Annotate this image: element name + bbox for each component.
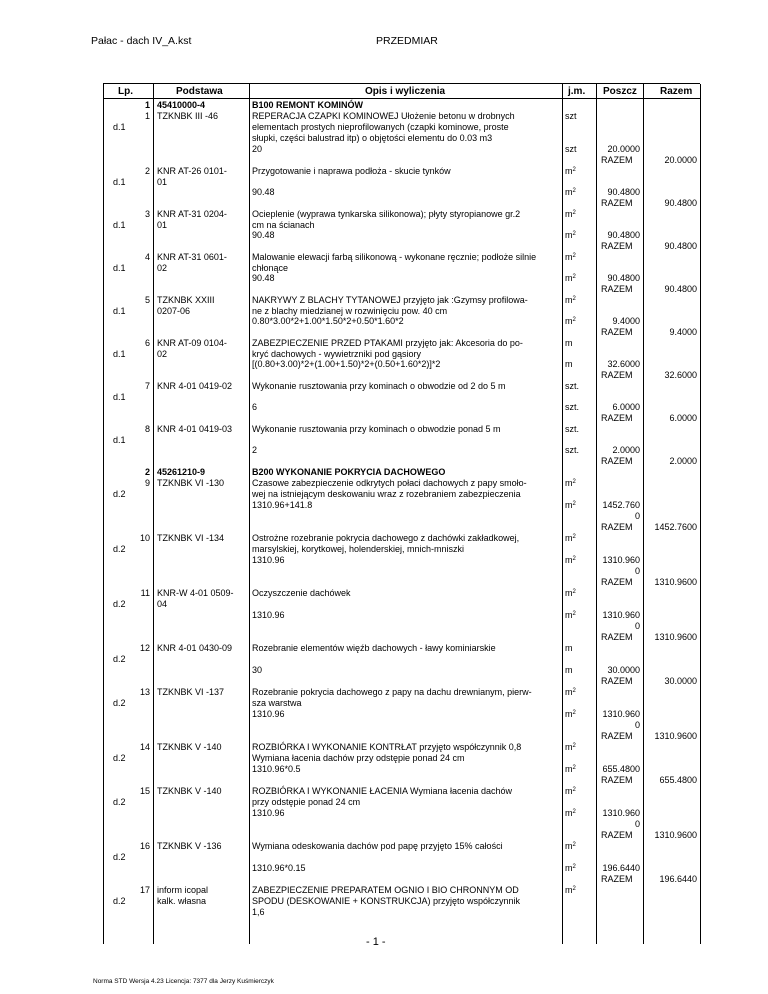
item-podstawa: TZKNBK XXIII [157,295,215,305]
item-calculation: 90.48 [252,187,275,197]
item-lp-sub: d.2 [113,489,126,499]
item-podstawa: inform icopal [157,885,209,895]
item-podstawa: KNR 4-01 0430-09 [157,643,233,653]
item-calc-unit: m [565,359,573,369]
unit-exponent: 2 [572,688,576,694]
item-podstawa: 01 [157,220,168,230]
item-lp-sub: d.2 [113,797,126,807]
item-lp: 1 [144,111,150,121]
unit-exponent: 2 [572,710,576,716]
unit-exponent: 2 [572,274,576,280]
item-lp: 17 [139,885,150,895]
item-lp: 11 [140,588,150,598]
item-description: NAKRYWY Z BLACHY TYTANOWEJ przyjęto jak :Gzymsy profilowa- [252,295,528,305]
item-poszcz: 2.0000 [612,445,640,455]
border-right [700,84,701,944]
item-calculation: 90.48 [252,230,275,240]
item-podstawa: 0207-06 [157,306,191,316]
item-poszcz: 0 [634,720,640,730]
item-razem: 1310.9600 [654,632,697,642]
item-razem-label: RAZEM [601,198,633,208]
item-podstawa: TZKNBK V -140 [157,742,222,752]
item-calc-unit: szt. [565,445,580,455]
item-poszcz: 90.4800 [607,273,640,283]
unit-exponent: 2 [572,765,576,771]
item-calculation: 1310.96 [252,610,285,620]
item-calculation: 1310.96 [252,555,285,565]
item-calculation: 20 [252,144,263,154]
item-poszcz: 1310.960 [602,555,640,565]
item-poszcz: 90.4800 [607,230,640,240]
item-razem: 1310.9600 [654,830,697,840]
col-divider-lp [153,84,154,944]
unit-exponent: 2 [572,556,576,562]
item-lp-sub: d.2 [113,698,126,708]
item-razem: 6.0000 [669,413,697,423]
col-header-lp: Lp. [118,86,133,97]
item-lp-sub: d.1 [113,306,126,316]
section-title: B200 WYKONANIE POKRYCIA DACHOWEGO [252,467,446,477]
item-description: ROZBIÓRKA I WYKONANIE ŁACENIA Wymiana łacenia dachów [252,786,513,796]
item-calculation: 1310.96 [252,709,285,719]
unit-exponent: 2 [572,253,576,259]
item-podstawa: KNR AT-09 0104- [157,338,227,348]
item-description: Ocieplenie (wyprawa tynkarska silikonowa); płyty styropianowe gr.2 [252,209,521,219]
item-razem-label: RAZEM [601,327,633,337]
item-calculation: 2 [252,445,258,455]
item-unit: m [565,643,573,653]
item-unit: $m^2$ [565,478,576,488]
unit-exponent: 2 [572,210,576,216]
item-calc-unit: $m^2$ [565,808,576,818]
item-calc-unit: szt. [565,402,580,412]
item-unit: m [565,338,573,348]
item-razem: 20.0000 [664,155,697,165]
col-header-jm: j.m. [568,86,586,97]
section-number: 2 [144,467,150,477]
section-title: B100 REMONT KOMINÓW [252,100,364,110]
item-lp-sub: d.1 [113,220,126,230]
unit-exponent: 2 [572,296,576,302]
item-calculation: 1310.96+141.8 [252,500,313,510]
item-razem-label: RAZEM [601,241,633,251]
item-lp: 15 [139,786,150,796]
item-podstawa: 02 [157,349,168,359]
unit-exponent: 2 [572,787,576,793]
item-razem: 1310.9600 [654,731,697,741]
item-poszcz: 1310.960 [602,610,640,620]
item-poszcz: 0 [634,566,640,576]
item-lp-sub: d.1 [113,122,126,132]
item-lp: 13 [139,687,150,697]
unit-exponent: 2 [572,589,576,595]
item-unit: $m^2$ [565,295,576,305]
item-lp-sub: d.2 [113,753,126,763]
unit-exponent: 2 [572,167,576,173]
item-lp-sub: d.1 [113,177,126,187]
item-poszcz: 90.4800 [607,187,640,197]
item-calculation: 6 [252,402,258,412]
item-razem-label: RAZEM [601,775,633,785]
item-calc-unit: $m^2$ [565,709,576,719]
unit-exponent: 2 [572,611,576,617]
item-calc-unit: $m^2$ [565,273,576,283]
item-description: Wymiana odeskowania dachów pod papę przyjęto 15% całości [252,841,503,851]
item-calc-unit: $m^2$ [565,610,576,620]
item-podstawa: TZKNBK VI -130 [157,478,225,488]
item-razem-label: RAZEM [601,522,633,532]
unit-exponent: 2 [572,188,576,194]
col-header-poszcz: Poszcz [603,86,637,97]
item-unit: $m^2$ [565,841,576,851]
item-calculation: [(0.80+3.00)*2+(1.00+1.50)*2+(0.50+1.60*2)]*2 [252,359,441,369]
item-description: przy odstępie ponad 24 cm [252,797,361,807]
item-lp: 12 [139,643,150,653]
item-calculation: 1310.96 [252,808,285,818]
item-razem: 2.0000 [669,456,697,466]
item-unit: $m^2$ [565,166,576,176]
item-lp: 10 [139,533,150,543]
item-podstawa: TZKNBK V -140 [157,786,222,796]
section-code: 45410000-4 [157,100,206,110]
item-razem: 90.4800 [664,198,697,208]
item-razem: 30.0000 [664,676,697,686]
col-header-opis: Opis i wyliczenia [365,86,446,97]
item-podstawa: KNR AT-26 0101- [157,166,227,176]
item-description: Oczyszczenie dachówek [252,588,351,598]
item-razem-label: RAZEM [601,155,633,165]
item-podstawa: TZKNBK VI -134 [157,533,225,543]
item-description: Wykonanie rusztowania przy kominach o obwodzie od 2 do 5 m [252,381,506,391]
item-unit: $m^2$ [565,588,576,598]
item-calc-unit: $m^2$ [565,500,576,510]
item-description: marsylskiej, korytkowej, holenderskiej, mnich-mniszki [252,544,465,554]
item-unit: $m^2$ [565,786,576,796]
file-name: Pałac - dach IV_A.kst [91,35,192,47]
item-lp-sub: d.2 [113,654,126,664]
item-lp: 6 [144,338,150,348]
col-divider-podstawa [249,84,250,944]
item-description: kryć dachowych - wywietrzniki pod gąsiory [252,349,422,359]
item-description: Ostrożne rozebranie pokrycia dachowego z dachówki zakładkowej, [252,533,520,543]
item-description: ZABEZPIECZENIE PREPARATEM OGNIO I BIO CHRONNYM OD [252,885,519,895]
item-lp: 2 [144,166,150,176]
section-code: 45261210-9 [157,467,206,477]
item-podstawa: TZKNBK III -46 [157,111,219,121]
item-description: SPODU (DESKOWANIE + KONSTRUKCJA) przyjęto współczynnik [252,896,520,906]
item-poszcz: 0 [634,511,640,521]
item-unit: szt. [565,381,580,391]
item-razem-label: RAZEM [601,284,633,294]
item-description: sza warstwa [252,698,302,708]
item-description: ZABEZPIECZENIE PRZED PTAKAMI przyjęto jak: Akcesoria do po- [252,338,523,348]
unit-exponent: 2 [572,479,576,485]
item-description: Rozebranie elementów więźb dachowych - ławy kominiarskie [252,643,496,653]
item-calculation: 1310.96*0.15 [252,863,306,873]
item-poszcz: 655.4800 [602,764,640,774]
item-razem-label: RAZEM [601,676,633,686]
item-podstawa: KNR AT-31 0204- [157,209,227,219]
item-calc-unit: szt [565,144,577,154]
item-description: ROZBIÓRKA I WYKONANIE KONTRŁAT przyjęto współczynnik 0,8 [252,742,522,752]
item-poszcz: 32.6000 [607,359,640,369]
item-description: ne z blachy miedzianej w rozwinięciu pow. 40 cm [252,306,448,316]
item-description: REPERACJA CZAPKI KOMINOWEJ Ułożenie betonu w drobnych [252,111,515,121]
page-number: - 1 - [366,936,386,948]
item-calculation: 90.48 [252,273,275,283]
item-podstawa: 04 [157,599,168,609]
item-lp-sub: d.2 [113,896,126,906]
unit-exponent: 2 [572,534,576,540]
item-poszcz: 0 [634,819,640,829]
item-unit: $m^2$ [565,533,576,543]
table-top-border [103,83,700,84]
item-unit: $m^2$ [565,885,576,895]
item-razem-label: RAZEM [601,830,633,840]
item-poszcz: 20.0000 [607,144,640,154]
col-header-podstawa: Podstawa [176,86,223,97]
item-lp: 9 [144,478,150,488]
item-razem-label: RAZEM [601,632,633,642]
item-razem-label: RAZEM [601,577,633,587]
unit-exponent: 2 [572,842,576,848]
item-podstawa: 01 [157,177,168,187]
item-description: elementach prostych nieprofilowanych (czapki kominowe, proste [252,122,509,132]
unit-exponent: 2 [572,886,576,892]
item-description: cm na ścianach [252,220,315,230]
item-razem: 196.6440 [659,874,697,884]
unit-exponent: 2 [572,809,576,815]
item-podstawa: 02 [157,263,168,273]
item-description: Wykonanie rusztowania przy kominach o obwodzie ponad 5 m [252,424,501,434]
item-poszcz: 1452.760 [602,500,640,510]
item-poszcz: 196.6440 [602,863,640,873]
item-podstawa: TZKNBK V -136 [157,841,222,851]
item-description: chłonące [252,263,289,273]
item-description: Rozebranie pokrycia dachowego z papy na dachu drewnianym, pierw- [252,687,532,697]
item-podstawa: TZKNBK VI -137 [157,687,225,697]
item-description: słupki, części balustrad itp) o objętości elementu do 0.03 m3 [252,133,493,143]
item-razem: 655.4800 [659,775,697,785]
item-poszcz: 0 [634,621,640,631]
item-description: wej na istniejącym deskowaniu wraz z rozebraniem zabezpieczenia [252,489,521,499]
item-podstawa: kalk. własna [157,896,207,906]
item-razem: 90.4800 [664,241,697,251]
item-lp-sub: d.2 [113,599,126,609]
item-description: 1,6 [252,907,265,917]
item-podstawa: KNR 4-01 0419-03 [157,424,233,434]
item-podstawa: KNR AT-31 0601- [157,252,227,262]
item-poszcz: 30.0000 [607,665,640,675]
col-header-razem: Razem [660,86,693,97]
item-podstawa: KNR 4-01 0419-02 [157,381,233,391]
item-unit: $m^2$ [565,687,576,697]
item-lp: 4 [144,252,150,262]
unit-exponent: 2 [572,501,576,507]
item-calc-unit: $m^2$ [565,555,576,565]
item-lp: 5 [144,295,150,305]
unit-exponent: 2 [572,317,576,323]
unit-exponent: 2 [572,231,576,237]
item-poszcz: 1310.960 [602,709,640,719]
item-podstawa: KNR-W 4-01 0509- [157,588,234,598]
document-title: PRZEDMIAR [376,35,438,47]
item-razem-label: RAZEM [601,370,633,380]
col-divider-opis [562,84,563,944]
item-razem: 1310.9600 [654,577,697,587]
unit-exponent: 2 [572,864,576,870]
item-calc-unit: $m^2$ [565,764,576,774]
item-calc-unit: $m^2$ [565,316,576,326]
item-calc-unit: $m^2$ [565,863,576,873]
item-lp: 8 [144,424,150,434]
item-lp: 3 [144,209,150,219]
header-bottom-border [103,98,700,99]
item-lp-sub: d.1 [113,392,126,402]
license-note: Norma STD Wersja 4.23 Licencja: 7377 dla Jerzy Kuśmierczyk [93,978,274,985]
item-lp-sub: d.1 [113,349,126,359]
item-lp: 16 [139,841,150,851]
item-poszcz: 6.0000 [612,402,640,412]
item-unit: $m^2$ [565,209,576,219]
item-description: Przygotowanie i naprawa podłoża - skucie tynków [252,166,451,176]
item-description: Malowanie elewacji farbą silikonową - wykonane ręcznie; podłoże silnie [252,252,537,262]
item-lp-sub: d.2 [113,544,126,554]
item-calc-unit: $m^2$ [565,230,576,240]
item-description: Wymiana łacenia dachów przy odstępie ponad 24 cm [252,753,465,763]
item-unit: $m^2$ [565,252,576,262]
item-razem: 32.6000 [664,370,697,380]
item-lp-sub: d.1 [113,263,126,273]
item-razem: 1452.7600 [654,522,697,532]
item-lp: 7 [144,381,150,391]
item-razem-label: RAZEM [601,874,633,884]
item-unit: szt. [565,424,580,434]
item-poszcz: 9.4000 [612,316,640,326]
item-razem-label: RAZEM [601,413,633,423]
col-divider-poszcz [643,84,644,944]
item-calculation: 1310.96*0.5 [252,764,301,774]
item-razem-label: RAZEM [601,731,633,741]
item-calc-unit: m [565,665,573,675]
item-calculation: 0.80*3.00*2+1.00*1.50*2+0.50*1.60*2 [252,316,404,326]
item-razem-label: RAZEM [601,456,633,466]
item-poszcz: 1310.960 [602,808,640,818]
item-lp-sub: d.1 [113,435,126,445]
item-description: Czasowe zabezpieczenie odkrytych połaci dachowych z papy smoło- [252,478,527,488]
item-unit: $m^2$ [565,742,576,752]
section-number: 1 [144,100,150,110]
item-calculation: 30 [252,665,263,675]
item-razem: 9.4000 [669,327,697,337]
unit-exponent: 2 [572,743,576,749]
item-lp-sub: d.2 [113,852,126,862]
item-calc-unit: $m^2$ [565,187,576,197]
item-unit: szt [565,111,577,121]
item-razem: 90.4800 [664,284,697,294]
item-lp: 14 [139,742,150,752]
